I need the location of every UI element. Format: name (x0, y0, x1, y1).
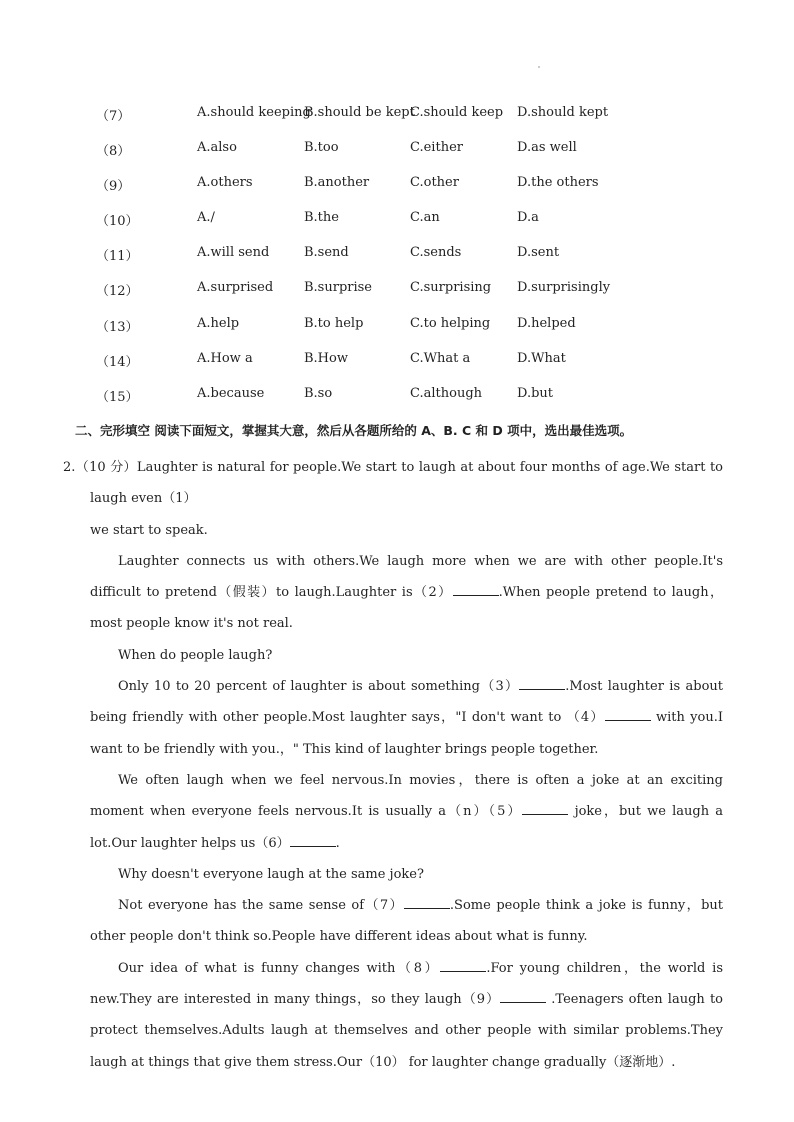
question-number: （9） (96, 179, 131, 195)
option-c[interactable]: C.What a (410, 350, 471, 366)
option-d[interactable]: D.as well (517, 140, 577, 156)
text: Only 10 to 20 percent of laughter is about something（3） (118, 679, 520, 695)
blank-7[interactable] (404, 896, 450, 909)
text: Laughter connects us with others.We laugh more when we are with other people.It's difficult to pretend（假装）to laugh.Laughter is（2） (90, 553, 723, 601)
option-a[interactable]: A./ (197, 210, 215, 226)
option-a[interactable]: A.because (197, 385, 265, 401)
text: .Most laughter is about being friendly with other people.Most laughter says，"I don't want to （4） (90, 679, 723, 726)
option-c[interactable]: C.although (410, 385, 483, 401)
text: . (335, 835, 340, 851)
option-a[interactable]: A.surprised (197, 280, 274, 296)
question-number: （10） (96, 214, 139, 230)
option-row (0, 272, 794, 307)
option-d[interactable]: D.the others (517, 175, 599, 191)
option-b[interactable]: B.too (304, 140, 339, 156)
paragraph-3: When do people laugh? (118, 647, 273, 663)
paragraph-5 (90, 765, 723, 859)
options-table (0, 97, 794, 413)
paragraph-8 (90, 953, 723, 1078)
text: joke，but we laugh a lot.Our laughter helps us（6） (90, 804, 723, 851)
option-d[interactable]: D.surprisingly (517, 280, 611, 296)
question-number: （11） (96, 249, 139, 265)
text: .Teenagers often laugh to protect themselves.Adults laugh at themselves and other people with similar problems.They laugh at things that give them stress.Our（10） for laughter change gradually（逐渐地）. (90, 992, 723, 1070)
blank-6[interactable] (290, 834, 336, 847)
option-row (0, 308, 794, 343)
option-b[interactable]: B.How (304, 350, 348, 366)
option-d[interactable]: D.helped (517, 315, 576, 331)
option-c[interactable]: C.other (410, 175, 459, 191)
option-a[interactable]: A.others (197, 175, 253, 191)
option-row (0, 343, 794, 378)
paragraph-1 (63, 452, 723, 546)
scan-dot (538, 66, 540, 68)
option-row (0, 378, 794, 413)
paragraph-7 (90, 890, 723, 953)
option-c[interactable]: C.an (410, 210, 440, 226)
question-number: （14） (96, 354, 139, 370)
paragraph-2 (90, 546, 723, 640)
blank-4[interactable] (605, 708, 651, 721)
option-c[interactable]: C.surprising (410, 280, 492, 296)
question-number: （13） (96, 319, 139, 335)
option-d[interactable]: D.a (517, 210, 539, 226)
blank-8[interactable] (440, 959, 486, 972)
question-number: （7） (96, 109, 131, 124)
option-row (0, 237, 794, 272)
option-b[interactable]: B.should be kept (304, 105, 415, 120)
option-row (0, 132, 794, 167)
option-d[interactable]: D.should kept (517, 105, 609, 120)
option-d[interactable]: D.sent (517, 245, 560, 261)
section-heading: 二、完形填空 阅读下面短文，掌握其大意，然后从各题所给的 A、B. C 和 D 项中，选出最佳选项。 (75, 423, 633, 438)
option-a[interactable]: A.How a (197, 350, 253, 366)
option-b[interactable]: B.another (304, 175, 370, 191)
blank-9[interactable] (500, 990, 546, 1003)
option-row (0, 97, 794, 132)
text: we start to speak. (90, 522, 208, 538)
option-a[interactable]: A.also (197, 140, 237, 156)
option-row (0, 167, 794, 202)
text: .When people pretend to laugh，most people know it's not real. (90, 585, 723, 632)
option-a[interactable]: A.will send (197, 245, 270, 261)
text: Not everyone has the same sense of（7） (118, 898, 404, 914)
blank-2[interactable] (453, 583, 499, 596)
option-b[interactable]: B.send (304, 245, 349, 261)
paragraph-4 (90, 671, 723, 765)
text: .For young children，the world is new.They are interested in many things，so they laugh（9） (90, 960, 723, 1008)
option-a[interactable]: A.help (197, 315, 240, 331)
option-row (0, 202, 794, 237)
question-number: （15） (96, 389, 139, 405)
question-number: （12） (96, 284, 139, 300)
text: Our idea of what is funny changes with（8） (118, 960, 441, 976)
text: with you.I want to be friendly with you.，" This kind of laughter brings people together. (90, 710, 723, 757)
paragraph-6: Why doesn't everyone laugh at the same joke? (118, 866, 424, 882)
option-c[interactable]: C.should keep (410, 105, 504, 120)
text: .Some people think a joke is funny，but other people don't think so.People have different ideas about what is funny. (90, 898, 723, 945)
option-a[interactable]: A.should keeping (197, 105, 311, 120)
option-c[interactable]: C.either (410, 140, 463, 156)
option-d[interactable]: D.What (517, 350, 566, 366)
option-b[interactable]: B.surprise (304, 280, 373, 296)
option-b[interactable]: B.the (304, 210, 339, 226)
blank-5[interactable] (522, 802, 568, 815)
option-d[interactable]: D.but (517, 385, 554, 401)
cloze-passage (63, 452, 723, 1078)
text: 2.（10 分）Laughter is natural for people.We start to laugh at about four months of age.We start to laugh even（1） (63, 460, 723, 507)
question-number: （8） (96, 144, 131, 160)
blank-3[interactable] (519, 677, 565, 690)
text: We often laugh when we feel nervous.In movies，there is often a joke at an exciting moment when everyone feels nervous.It is usually a（n）（5） (90, 772, 723, 820)
option-b[interactable]: B.so (304, 385, 333, 401)
option-c[interactable]: C.to helping (410, 315, 491, 331)
option-b[interactable]: B.to help (304, 315, 364, 331)
option-c[interactable]: C.sends (410, 245, 462, 261)
